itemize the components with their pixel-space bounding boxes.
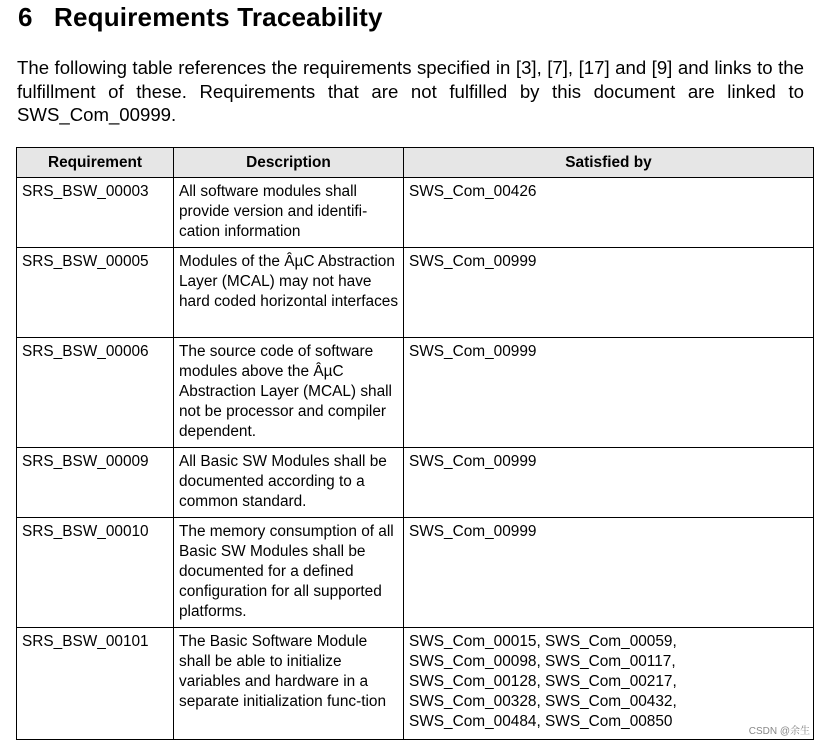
description-cell: All software modules shall provide version and identifi-cation information bbox=[174, 178, 404, 248]
description-cell: The Basic Software Module shall be able to initialize variables and hardware in a separate initialization func-tion bbox=[174, 628, 404, 740]
section-heading bbox=[18, 2, 383, 33]
description-cell: Modules of the ÂµC Abstraction Layer (MCAL) may not have hard coded horizontal interfaces bbox=[174, 248, 404, 338]
satisfied-by-cell: SWS_Com_00999 bbox=[404, 338, 814, 448]
table-row bbox=[17, 628, 814, 740]
requirement-cell: SRS_BSW_00006 bbox=[17, 338, 174, 448]
satisfied-by-cell: SWS_Com_00015, SWS_Com_00059, SWS_Com_00098, SWS_Com_00117, SWS_Com_00128, SWS_Com_00217, SWS_Com_00328, SWS_Com_00432, SWS_Com_00484, SWS_Com_00850 bbox=[404, 628, 814, 740]
traceability-table bbox=[16, 147, 814, 740]
header-description: Description bbox=[174, 148, 404, 178]
requirement-cell: SRS_BSW_00009 bbox=[17, 448, 174, 518]
satisfied-by-cell: SWS_Com_00999 bbox=[404, 518, 814, 628]
watermark: CSDN @余生 bbox=[747, 722, 812, 737]
satisfied-by-cell: SWS_Com_00999 bbox=[404, 248, 814, 338]
requirement-cell: SRS_BSW_00005 bbox=[17, 248, 174, 338]
intro-paragraph: The following table references the requirements specified in [3], [7], [17] and [9] and links to the fulfillment of these. Requirements that are not fulfilled by this document are linked to SWS_Com_00999. bbox=[17, 57, 804, 125]
requirement-cell: SRS_BSW_00101 bbox=[17, 628, 174, 740]
table-row bbox=[17, 448, 814, 518]
requirement-cell: SRS_BSW_00010 bbox=[17, 518, 174, 628]
table-row bbox=[17, 178, 814, 248]
description-cell: The memory consumption of all Basic SW Modules shall be documented for a defined configuration for all supported platforms. bbox=[174, 518, 404, 628]
description-cell: All Basic SW Modules shall be documented according to a common standard. bbox=[174, 448, 404, 518]
table-header-row bbox=[17, 148, 814, 178]
header-requirement: Requirement bbox=[17, 148, 174, 178]
table-row bbox=[17, 338, 814, 448]
satisfied-by-cell: SWS_Com_00999 bbox=[404, 448, 814, 518]
requirement-cell: SRS_BSW_00003 bbox=[17, 178, 174, 248]
table-row bbox=[17, 518, 814, 628]
table-row bbox=[17, 248, 814, 338]
section-number: 6 bbox=[18, 2, 33, 32]
header-satisfied-by: Satisfied by bbox=[404, 148, 814, 178]
satisfied-by-cell: SWS_Com_00426 bbox=[404, 178, 814, 248]
section-title: Requirements Traceability bbox=[54, 2, 383, 32]
description-cell: The source code of software modules above the ÂµC Abstraction Layer (MCAL) shall not be processor and compiler dependent. bbox=[174, 338, 404, 448]
